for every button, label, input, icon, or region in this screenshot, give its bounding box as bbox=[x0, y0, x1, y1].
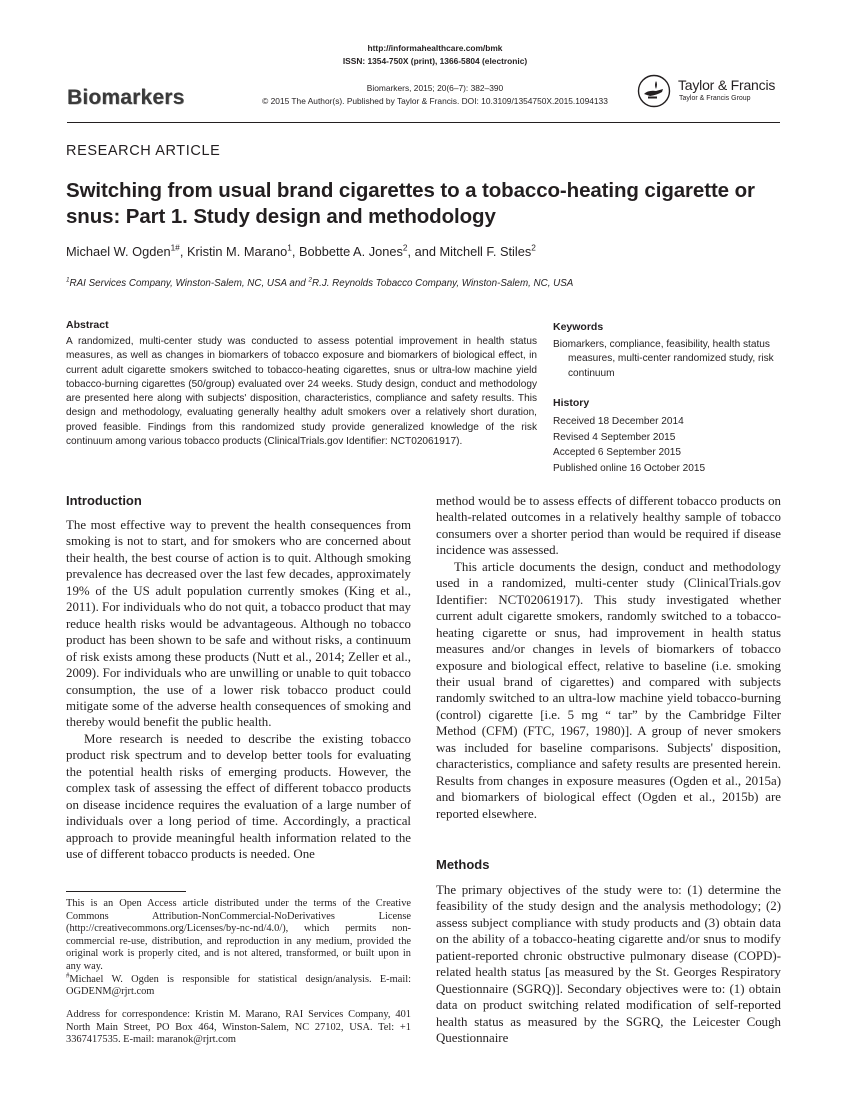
author-name: Mitchell F. Stiles bbox=[439, 244, 532, 259]
author-separator: , bbox=[291, 244, 299, 259]
affil-marker: 2 bbox=[308, 276, 313, 284]
intro-paragraph-2-continued: method would be to assess effects of different tobacco products on health-related outcomes in a relatively healthy sample of tobacco consumers over a shorter period than would be required if disease incidence was assessed. bbox=[436, 494, 781, 558]
history-item: Published online 16 October 2015 bbox=[553, 462, 706, 474]
journal-url[interactable]: http://informahealthcare.com/bmk bbox=[367, 43, 503, 53]
author-affil-marker: 1# bbox=[170, 242, 180, 253]
copyright-doi: © 2015 The Author(s). Published by Taylor & Francis. DOI: 10.3109/1354750X.2015.1094133 bbox=[262, 96, 608, 106]
article-title: Switching from usual brand cigarettes to a tobacco-heating cigarette or snus: Part 1. Study design and methodology bbox=[66, 179, 755, 228]
publisher-name: Taylor & Francis bbox=[678, 77, 776, 93]
affiliation-2: R.J. Reynolds Tobacco Company, Winston-Salem, NC, USA bbox=[312, 278, 574, 289]
abstract-heading: Abstract bbox=[66, 319, 109, 331]
affiliations bbox=[66, 278, 573, 289]
history-heading: History bbox=[553, 397, 590, 409]
author-separator: , bbox=[179, 244, 187, 259]
intro-paragraph-1: The most effective way to prevent the health consequences from smoking is not to start, and for smokers who are concerned about their health, the best course of action is to quit. Although smoking prevalence has decreased over the last few decades, approximately 19% of the US adult population currently smokes (King et al., 2011). For individuals who do not quit, a tobacco product that may reduce health risks would be advantageous. Although no tobacco product has been shown to be safe and without risks, a continuum of risk exists among these products (Nutt et al., 2014; Zeller et al., 2009). For individuals who are unwilling or unable to quit tobacco consumption, the use of a lower risk tobacco product could mitigate some of the adverse health consequences of smoking and thereby would benefit the public health. bbox=[66, 518, 412, 730]
keywords-text: Biomarkers, compliance, feasibility, health status measures, multi-center randomized study, risk continuum bbox=[553, 339, 774, 379]
author-name: Bobbette A. Jones bbox=[298, 244, 403, 259]
history-item: Received 18 December 2014 bbox=[553, 416, 684, 427]
introduction-heading: Introduction bbox=[66, 493, 142, 508]
intro-paragraph-2: More research is needed to describe the existing tobacco product risk spectrum and to develop better tools for evaluating the potential health risks of emerging products. However, the complex task of assessing the effect of different tobacco products on disease incidence requires the evaluation of a large number of individuals over a long period of time. Accordingly, a practical approach to provide meaningful health information related to the use of different tobacco products is needed. One bbox=[66, 731, 411, 862]
correspondence: Address for correspondence: Kristin M. Marano, RAI Services Company, 401 North Main Street, PO Box 464, Winston-Salem, NC 27102, USA. Tel: +1 3367417535. E-mail: maranok@rjrt.com bbox=[66, 1009, 411, 1046]
journal-title: Biomarkers bbox=[67, 86, 185, 109]
author-note: Michael W. Ogden is responsible for statistical design/analysis. E-mail: OGDENM@rjrt.com bbox=[66, 973, 411, 998]
author-affil-marker: 2 bbox=[531, 242, 536, 253]
history-item: Revised 4 September 2015 bbox=[553, 431, 676, 443]
history-item: Accepted 6 September 2015 bbox=[553, 447, 681, 458]
publisher-group: Taylor & Francis Group bbox=[679, 95, 751, 102]
author-affil-marker: 1 bbox=[287, 242, 292, 253]
footnote-rule bbox=[66, 891, 186, 892]
footnote-marker: # bbox=[66, 972, 70, 980]
author-list bbox=[66, 244, 536, 259]
author-affil-marker: 2 bbox=[402, 242, 408, 253]
methods-heading: Methods bbox=[436, 857, 490, 872]
author-name: Michael W. Ogden bbox=[66, 244, 171, 259]
keywords-heading: Keywords bbox=[553, 321, 604, 333]
right-column bbox=[436, 493, 781, 822]
lamp-logo-icon bbox=[636, 74, 672, 108]
abstract-text: A randomized, multi-center study was conducted to assess potential improvement in health status measures, as well as changes in biomarkers of tobacco exposure and biomarkers of biological effect, in current adult cigarette smokers switched to tobacco-heating cigarettes, snus or ultra-low machine yield tobacco-burning cigarettes (50/group) evaluated over 24 weeks. Study design, conduct and methodology are presented here along with subjects' disposition, characteristics, compliance and safety results. This design and methodology, evaluating generally healthy adult smokers over a relatively short duration, proved feasible. Findings from this randomized study provide generalized knowledge of the risk continuum among various tobacco products (ClinicalTrials.gov Identifier: NCT02061917). bbox=[66, 336, 537, 448]
citation: Biomarkers, 2015; 20(6–7): 382–390 bbox=[366, 83, 504, 93]
article-type: RESEARCH ARTICLE bbox=[66, 143, 221, 159]
intro-paragraph-3: This article documents the design, conduct and methodology used in a randomized, multi-center study (ClinicalTrials.gov Identifier: NCT02061917). This study investigated whether current adult cigarette smokers, randomly switched to a tobacco-heating cigarette or snus, had improvement in health status measures and/or changes in levels of biomarkers of tobacco exposure and biological effect, relative to baseline (i.e. smoking their usual brand of cigarettes) and compared with subjects randomly switched to an ultra-low machine yield tobacco-burning (control) cigarette [i.e. 5 mg “ tar” by the Cambridge Filter Method (CFM) (FTC, 1967, 1980)]. A group of never smokers was included for baseline comparisons. Subjects' disposition, characteristics, compliance and safety results are presented herein. Results from changes in exposure measures (Ogden et al., 2015a) and biomarkers of biological effect (Ogden et al., 2015b) are reported elsewhere. bbox=[436, 559, 781, 821]
issn: ISSN: 1354-750X (print), 1366-5804 (electronic) bbox=[342, 56, 528, 66]
methods-paragraph-1: The primary objectives of the study were to: (1) determine the feasibility of the study design and the analysis methodology; (2) assess subject compliance with study products and (3) obtain data on the ability of a tobacco-heating cigarette and/or snus to modify patient-reported chronic obstructive pulmonary disease (COPD)-related health status [as measured by the St. Georges Respiratory Questionnaire (SGRQ)]. Secondary objectives were to: (1) obtain data on product switching related modification of self-reported health status as measured by the SGRQ, the Leicester Cough Questionnaire bbox=[436, 883, 781, 1046]
header-rule bbox=[67, 122, 780, 123]
left-column bbox=[66, 517, 411, 863]
affil-marker: 1 bbox=[66, 276, 70, 284]
author-separator: , and bbox=[407, 244, 440, 259]
author-name: Kristin M. Marano bbox=[186, 244, 288, 259]
methods-body bbox=[436, 882, 781, 1047]
footnotes bbox=[66, 898, 411, 999]
affiliation-1: RAI Services Company, Winston-Salem, NC, USA and bbox=[69, 278, 309, 289]
history-list bbox=[553, 414, 705, 476]
license-note: This is an Open Access article distributed under the terms of the Creative Commons Attribution-NonCommercial-NoDerivatives License (http://creativecommons.org/Licenses/by-nc-nd/4.0/), which permits non-commercial re-use, distribution, and reproduction in any medium, provided the original work is properly cited, and is not altered, transformed, or built upon in any way. bbox=[66, 898, 411, 972]
